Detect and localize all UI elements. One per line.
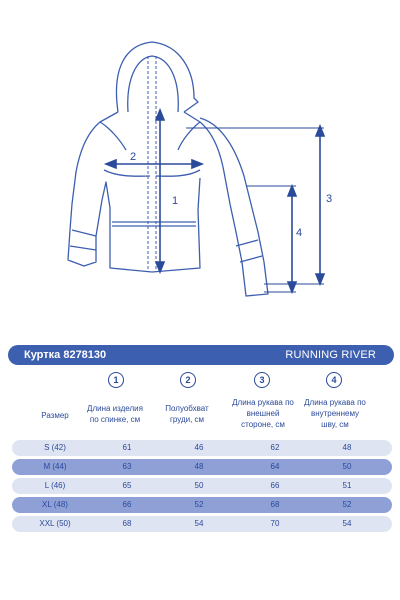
size-cell: S (42) (44, 443, 66, 452)
size-cell: XXL (50) (39, 519, 71, 528)
value-cell: 54 (194, 519, 204, 528)
column-number-1: 1 (108, 372, 124, 388)
value-cell: 63 (122, 462, 132, 471)
table-row (12, 497, 392, 513)
label-2: 2 (130, 151, 137, 163)
header-chest: Полуобхват груди, см (165, 404, 209, 424)
value-cell: 50 (342, 462, 352, 471)
value-cell: 50 (194, 481, 204, 490)
value-cell: 48 (194, 462, 204, 471)
column-number-4: 4 (326, 372, 342, 388)
size-cell: L (46) (44, 481, 66, 490)
hood-inner (128, 56, 179, 112)
column-number-2: 2 (180, 372, 196, 388)
header-inner-sleeve: Длина рукава по внутреннему шву, см (304, 398, 366, 429)
table-row (12, 478, 392, 494)
table-row (12, 516, 392, 532)
size-cell: XL (48) (42, 500, 68, 509)
value-cell: 48 (342, 443, 352, 452)
product-name: Куртка 8278130 (24, 349, 107, 361)
value-cell: 68 (122, 519, 132, 528)
value-cell: 52 (342, 500, 352, 509)
column-number-3: 3 (254, 372, 270, 388)
label-4: 4 (296, 227, 303, 239)
table-row (12, 440, 392, 456)
value-cell: 52 (194, 500, 204, 509)
value-cell: 65 (122, 481, 132, 490)
product-title-bar (8, 345, 394, 365)
header-length: Длина изделия по спинке, см (87, 404, 143, 424)
size-header: Размер (41, 411, 69, 420)
value-cell: 68 (270, 500, 280, 509)
header-outer-sleeve: Длина рукава по внешней стороне, см (232, 398, 294, 429)
value-cell: 51 (342, 481, 352, 490)
left-cuff (70, 230, 96, 250)
size-cell: M (44) (43, 462, 67, 471)
value-cell: 61 (122, 443, 132, 452)
value-cell: 70 (270, 519, 280, 528)
label-1: 1 (172, 195, 179, 207)
table-row (12, 459, 392, 475)
value-cell: 66 (122, 500, 132, 509)
value-cell: 64 (270, 462, 280, 471)
value-cell: 62 (270, 443, 280, 452)
value-cell: 66 (270, 481, 280, 490)
value-cell: 46 (194, 443, 204, 452)
label-3: 3 (326, 193, 333, 205)
hood-outline (116, 42, 198, 112)
brand-name: RUNNING RIVER (285, 349, 376, 361)
value-cell: 54 (342, 519, 352, 528)
